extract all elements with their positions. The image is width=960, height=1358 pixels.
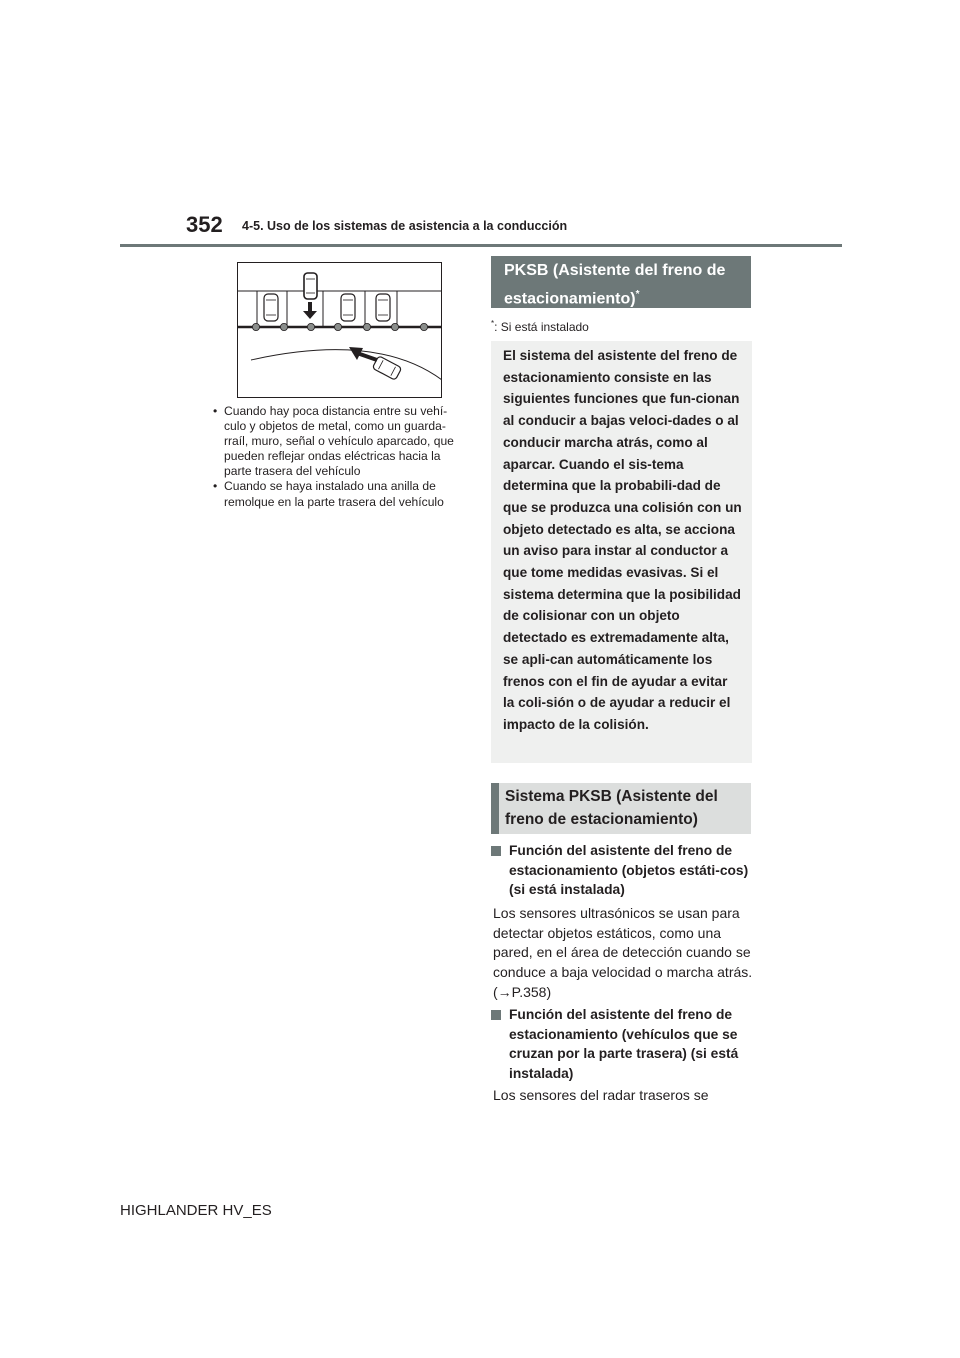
subheading-text: Función del asistente del freno de estacionamiento (vehículos que se cruzan por la parte trasera) (si está instalada) — [509, 1007, 739, 1081]
bullet-glyph: • — [213, 404, 218, 418]
footnote-mark: * — [491, 319, 495, 328]
subheading-text: Función del asistente del freno de estacionamiento (objetos estáti-cos) (si está instalada) — [509, 843, 749, 897]
bullet-text: Cuando se haya instalado una anilla de remolque en la parte trasera del vehículo — [224, 479, 444, 509]
subheading-static-objects — [491, 841, 753, 900]
bullet-text: Cuando hay poca distancia entre su vehí- culo y objetos de metal, como un guarda- rraíl, muro, señal o vehículo aparcado, que pueden reflejar ondas eléctricas hacia la parte trasera del vehículo — [224, 404, 454, 479]
subheading-crossing-vehicles — [491, 1005, 753, 1083]
pksb-section-header — [491, 256, 751, 308]
summary-box: El sistema del asistente del freno de estacionamiento consiste en las siguientes funciones que fun-cionan al conducir a bajas veloci-dades o al conducir marcha atrás, como al aparcar. Cuando el sis-tema determina que la probabili-dad de que se produzca una colisión con un objeto detectado es alta, se acciona un aviso para instar al conductor a que tome medidas evasivas. Si el sistema determina que la posibilidad de colisionar con un objeto detectado es extremadamente alta, se apli-can automáticamente los frenos con el fin de ayudar a evitar la coli-sión o de ayudar a reducir el impacto de la colisión. — [491, 341, 752, 763]
page-number: 352 — [186, 212, 223, 237]
footnote-text: : Si está instalado — [494, 320, 589, 334]
square-bullet-icon — [491, 846, 501, 856]
square-bullet-icon — [491, 1010, 501, 1020]
conditions-list — [210, 404, 470, 510]
footnote — [491, 319, 589, 334]
list-item — [210, 404, 470, 479]
pksb-header-title: PKSB (Asistente del freno de estacionamiento) — [504, 262, 726, 308]
paragraph-static-objects: Los sensores ultrasónicos se usan para detectar objetos estáticos, como una pared, en el área de detección cuando se conduce a baja velocidad o marcha atrás. (→P.358) — [493, 905, 753, 1000]
header-divider — [120, 244, 842, 247]
paragraph-crossing-vehicles: Los sensores del radar traseros se — [493, 1087, 709, 1103]
footer-model: HIGHLANDER HV_ES — [120, 1202, 272, 1219]
list-item — [210, 479, 470, 509]
section-title: 4-5. Uso de los sistemas de asistencia a la conducción — [242, 219, 568, 233]
bullet-glyph: • — [213, 479, 218, 494]
pksb-footnote-mark: * — [635, 289, 640, 300]
parking-illustration — [237, 262, 442, 398]
pksb-system-header: Sistema PKSB (Asistente del freno de estacionamiento) — [491, 783, 751, 834]
